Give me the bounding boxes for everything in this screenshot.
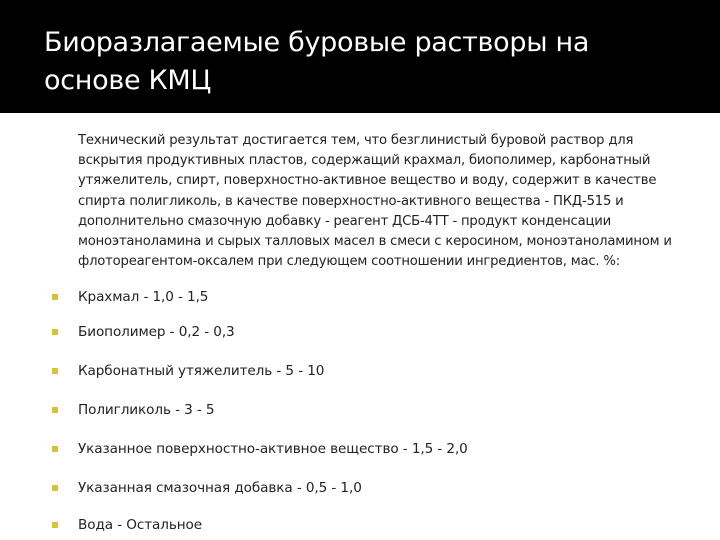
list-item-text: Биополимер - 0,2 - 0,3 xyxy=(78,324,235,340)
list-item-text: Полигликоль - 3 - 5 xyxy=(78,402,215,418)
list-item-text: Вода - Остальное xyxy=(78,517,203,533)
list-item-text: Указанное поверхностно-активное вещество - 1,5 - 2,0 xyxy=(78,441,468,457)
bullet-square-icon xyxy=(52,294,58,300)
intro-paragraph: Технический результат достигается тем, что безглинистый буровой раствор для вскрытия продуктивных пластов, содержащий крахмал, биополимер, карбонатный утяжелитель, спирт, поверхностно-активное вещество и воду, содержит в качестве спирта полигликоль, в качестве поверхностно-активного вещества - ПКД-515 и дополнительно смазочную добавку - реагент ДСБ-4ТТ - продукт конденсации моноэтаноламина и сырых талловых масел в смеси с керосином, моноэтаноламином и флотореагентом-оксалем при следующем соотношении ингредиентов, мас. %: xyxy=(78,133,672,270)
list-item-text: Карбонатный утяжелитель - 5 - 10 xyxy=(78,363,325,379)
list-item xyxy=(52,515,202,535)
list-item xyxy=(52,287,208,307)
bullet-square-icon xyxy=(52,446,58,452)
list-item-text: Указанная смазочная добавка - 0,5 - 1,0 xyxy=(78,480,362,496)
bullet-square-icon xyxy=(52,407,58,413)
slide-title: Биоразлагаемые буровые растворы на основе КМЦ xyxy=(44,27,590,96)
bullet-square-icon xyxy=(52,368,58,374)
list-item xyxy=(52,439,468,459)
list-item-text: Крахмал - 1,0 - 1,5 xyxy=(78,289,209,305)
list-item xyxy=(52,478,362,498)
list-item xyxy=(52,361,324,381)
list-item xyxy=(52,322,235,342)
bullet-square-icon xyxy=(52,522,58,528)
bullet-square-icon xyxy=(52,485,58,491)
list-item xyxy=(52,400,214,420)
bullet-square-icon xyxy=(52,329,58,335)
